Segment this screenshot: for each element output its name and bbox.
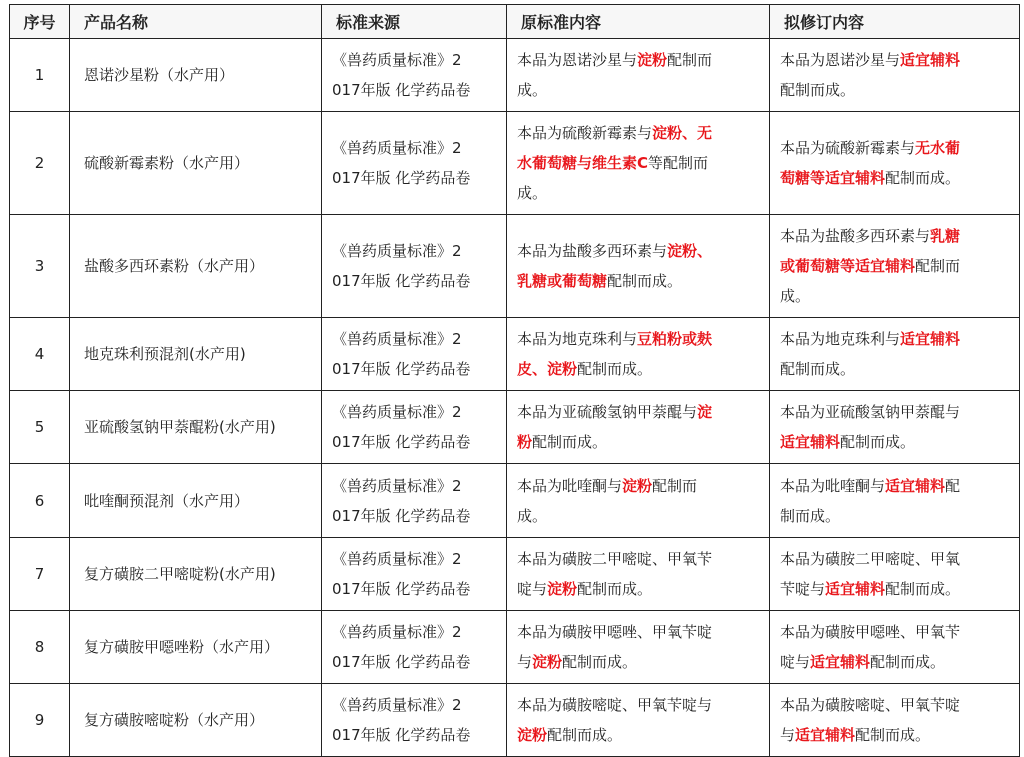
row-index: 7 — [10, 538, 70, 611]
highlighted-text: 淀 — [697, 403, 713, 421]
plain-text: 配制而成。 — [840, 433, 916, 451]
plain-text: 配制而 — [667, 51, 713, 69]
plain-text: 啶与 — [780, 653, 811, 671]
table-row — [10, 538, 1020, 611]
product-name: 复方磺胺甲噁唑粉（水产用） — [70, 611, 322, 684]
plain-text: 本品为磺胺二甲嘧啶、甲氧 — [780, 550, 961, 568]
source-line: 《兽药质量标准》2 — [332, 242, 462, 260]
product-name: 亚硫酸氢钠甲萘醌粉(水产用) — [70, 391, 322, 464]
table-row — [10, 684, 1020, 757]
proposed-content — [770, 391, 1020, 464]
source-line: 017年版 化学药品卷 — [332, 506, 471, 525]
plain-text: 本品为磺胺二甲嘧啶、甲氧苄 — [517, 550, 713, 568]
product-name: 恩诺沙星粉（水产用） — [70, 39, 322, 112]
source-line: 《兽药质量标准》2 — [332, 623, 462, 641]
source-line: 《兽药质量标准》2 — [332, 696, 462, 714]
product-name: 复方磺胺嘧啶粉（水产用） — [70, 684, 322, 757]
plain-text: 配制而成。 — [870, 653, 946, 671]
revision-table — [9, 4, 1020, 757]
proposed-content — [770, 318, 1020, 391]
plain-text: 配制而成。 — [855, 726, 931, 744]
highlighted-text: 皮、淀粉 — [517, 360, 578, 378]
product-name: 复方磺胺二甲嘧啶粉(水产用) — [70, 538, 322, 611]
proposed-content — [770, 464, 1020, 538]
table-row — [10, 39, 1020, 112]
highlighted-text: 淀粉 — [547, 580, 578, 598]
plain-text: 配制而成。 — [547, 726, 623, 744]
plain-text: 本品为吡喹酮与 — [780, 476, 886, 495]
source-line: 017年版 化学药品卷 — [332, 272, 471, 290]
highlighted-text: 豆粕粉或麸 — [637, 330, 713, 348]
proposed-content — [770, 39, 1020, 112]
proposed-content — [770, 684, 1020, 757]
source-line: 《兽药质量标准》2 — [332, 476, 462, 495]
header-standard-source: 标准来源 — [322, 5, 507, 39]
plain-text: 本品为盐酸多西环素与 — [517, 242, 668, 260]
row-index: 8 — [10, 611, 70, 684]
plain-text: 本品为恩诺沙星与 — [780, 51, 901, 69]
highlighted-text: 水葡萄糖与维生素C — [517, 154, 649, 172]
plain-text: 本品为磺胺甲噁唑、甲氧苄啶 — [517, 623, 713, 641]
highlighted-text: 淀粉、无 — [652, 124, 713, 142]
source-line: 017年版 化学药品卷 — [332, 580, 471, 598]
table-row — [10, 391, 1020, 464]
standard-source — [322, 611, 507, 684]
source-line: 《兽药质量标准》2 — [332, 139, 462, 157]
highlighted-text: 适宜辅料 — [780, 433, 841, 451]
highlighted-text: 淀粉 — [517, 726, 548, 744]
header-row — [10, 5, 1020, 39]
source-line: 《兽药质量标准》2 — [332, 330, 462, 348]
header-index: 序号 — [10, 5, 70, 39]
plain-text: 苄啶与 — [780, 580, 826, 598]
plain-text: 与 — [780, 726, 796, 744]
proposed-content — [770, 112, 1020, 215]
plain-text: 配制而成。 — [780, 81, 856, 99]
product-name: 硫酸新霉素粉（水产用） — [70, 112, 322, 215]
row-index: 5 — [10, 391, 70, 464]
highlighted-text: 适宜辅料 — [825, 580, 886, 598]
standard-source — [322, 464, 507, 538]
row-index: 9 — [10, 684, 70, 757]
standard-source — [322, 215, 507, 318]
header-proposed-content: 拟修订内容 — [770, 5, 1020, 39]
plain-text: 本品为地克珠利与 — [780, 330, 901, 348]
highlighted-text: 适宜辅料 — [900, 51, 961, 69]
proposed-content — [770, 611, 1020, 684]
plain-text: 配制而成。 — [885, 169, 961, 187]
plain-text: 本品为磺胺嘧啶、甲氧苄啶与 — [517, 696, 713, 714]
plain-text: 本品为磺胺甲噁唑、甲氧苄 — [780, 623, 961, 641]
header-product-name: 产品名称 — [70, 5, 322, 39]
row-index: 6 — [10, 464, 70, 538]
plain-text: 配制而成。 — [577, 580, 653, 598]
plain-text: 本品为亚硫酸氢钠甲萘醌与 — [517, 403, 698, 421]
product-name: 地克珠利预混剂(水产用) — [70, 318, 322, 391]
plain-text: 配 — [945, 476, 961, 495]
original-content — [507, 215, 770, 318]
proposed-content — [770, 215, 1020, 318]
source-line: 017年版 化学药品卷 — [332, 726, 471, 744]
plain-text: 制而成。 — [780, 506, 841, 525]
standard-source — [322, 391, 507, 464]
highlighted-text: 适宜辅料 — [795, 726, 856, 744]
plain-text: 配制而成。 — [780, 360, 856, 378]
table-row — [10, 611, 1020, 684]
plain-text: 成。 — [517, 184, 548, 202]
original-content — [507, 684, 770, 757]
plain-text: 本品为亚硫酸氢钠甲萘醌与 — [780, 403, 961, 421]
plain-text: 等配制而 — [648, 154, 709, 172]
row-index: 2 — [10, 112, 70, 215]
plain-text: 本品为盐酸多西环素与 — [780, 227, 931, 245]
highlighted-text: 粉 — [517, 433, 533, 451]
highlighted-text: 淀粉、 — [667, 242, 713, 260]
highlighted-text: 萄糖等适宜辅料 — [780, 169, 886, 187]
standard-source — [322, 112, 507, 215]
plain-text: 本品为磺胺嘧啶、甲氧苄啶 — [780, 696, 961, 714]
plain-text: 配制而成。 — [532, 433, 608, 451]
original-content — [507, 611, 770, 684]
plain-text: 本品为地克珠利与 — [517, 330, 638, 348]
plain-text: 本品为硫酸新霉素与 — [517, 124, 653, 142]
highlighted-text: 淀粉 — [637, 51, 668, 69]
product-name: 吡喹酮预混剂（水产用） — [70, 464, 322, 538]
plain-text: 啶与 — [517, 580, 548, 598]
plain-text: 成。 — [517, 81, 548, 99]
source-line: 017年版 化学药品卷 — [332, 169, 471, 187]
standard-source — [322, 39, 507, 112]
row-index: 1 — [10, 39, 70, 112]
row-index: 3 — [10, 215, 70, 318]
highlighted-text: 适宜辅料 — [900, 330, 961, 348]
original-content — [507, 538, 770, 611]
plain-text: 本品为硫酸新霉素与 — [780, 139, 916, 157]
plain-text: 配制而成。 — [562, 653, 638, 671]
source-line: 《兽药质量标准》2 — [332, 51, 462, 69]
source-line: 《兽药质量标准》2 — [332, 550, 462, 568]
standard-source — [322, 318, 507, 391]
source-line: 017年版 化学药品卷 — [332, 360, 471, 378]
highlighted-text: 乳糖 — [930, 227, 961, 245]
original-content — [507, 39, 770, 112]
original-content — [507, 391, 770, 464]
plain-text: 配制而 — [652, 476, 698, 495]
plain-text: 成。 — [780, 287, 811, 305]
standard-source — [322, 684, 507, 757]
product-name: 盐酸多西环素粉（水产用） — [70, 215, 322, 318]
plain-text: 配制而成。 — [607, 272, 683, 290]
highlighted-text: 乳糖或葡萄糖 — [517, 272, 608, 290]
proposed-content — [770, 538, 1020, 611]
plain-text: 本品为吡喹酮与 — [517, 476, 623, 495]
source-line: 017年版 化学药品卷 — [332, 433, 471, 451]
plain-text: 配制而 — [915, 257, 961, 275]
highlighted-text: 无水葡 — [915, 139, 961, 157]
plain-text: 本品为恩诺沙星与 — [517, 51, 638, 69]
standard-source — [322, 538, 507, 611]
highlighted-text: 淀粉 — [622, 476, 653, 495]
highlighted-text: 或葡萄糖等适宜辅料 — [780, 257, 916, 275]
table-body — [10, 39, 1020, 757]
source-line: 017年版 化学药品卷 — [332, 81, 471, 99]
plain-text: 成。 — [517, 506, 548, 525]
plain-text: 配制而成。 — [885, 580, 961, 598]
table-row — [10, 215, 1020, 318]
highlighted-text: 适宜辅料 — [885, 476, 946, 495]
source-line: 《兽药质量标准》2 — [332, 403, 462, 421]
original-content — [507, 318, 770, 391]
table-row — [10, 464, 1020, 538]
original-content — [507, 112, 770, 215]
table-row — [10, 112, 1020, 215]
row-index: 4 — [10, 318, 70, 391]
highlighted-text: 淀粉 — [532, 653, 563, 671]
highlighted-text: 适宜辅料 — [810, 653, 871, 671]
table-row — [10, 318, 1020, 391]
source-line: 017年版 化学药品卷 — [332, 653, 471, 671]
plain-text: 与 — [517, 653, 533, 671]
plain-text: 配制而成。 — [577, 360, 653, 378]
header-original-content: 原标准内容 — [507, 5, 770, 39]
original-content — [507, 464, 770, 538]
